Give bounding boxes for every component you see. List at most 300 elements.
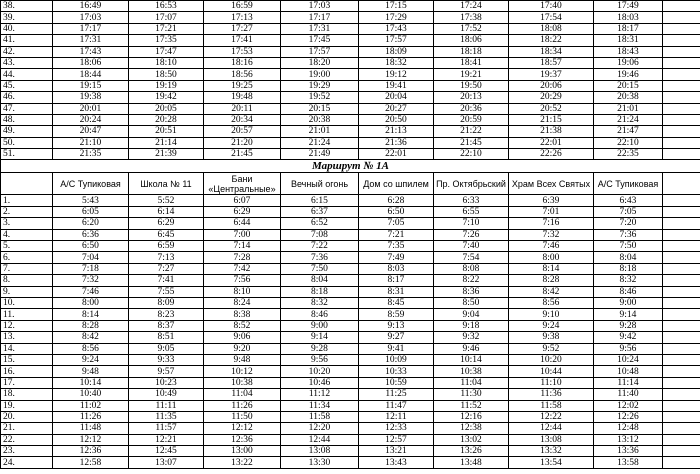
empty-cell xyxy=(663,411,700,422)
empty-cell xyxy=(663,366,700,377)
time-cell: 11:50 xyxy=(204,411,281,422)
time-cell: 19:06 xyxy=(594,57,663,68)
row-number: 46. xyxy=(1,92,53,103)
stop-header: Храм Всех Святых xyxy=(509,173,594,195)
time-cell: 8:10 xyxy=(204,286,281,297)
time-cell: 22:10 xyxy=(594,137,663,148)
table-row xyxy=(1,103,700,114)
time-cell: 8:23 xyxy=(129,309,204,320)
time-cell: 20:38 xyxy=(594,92,663,103)
time-cell: 21:49 xyxy=(281,149,359,160)
time-cell: 9:05 xyxy=(129,343,204,354)
time-cell: 17:49 xyxy=(594,1,663,12)
empty-cell xyxy=(663,1,700,12)
time-cell: 8:51 xyxy=(129,332,204,343)
time-cell: 6:15 xyxy=(281,195,359,206)
time-cell: 11:52 xyxy=(434,400,509,411)
time-cell: 9:32 xyxy=(434,332,509,343)
time-cell: 17:40 xyxy=(509,1,594,12)
empty-cell xyxy=(663,114,700,125)
time-cell: 11:14 xyxy=(594,377,663,388)
time-cell: 7:08 xyxy=(281,229,359,240)
empty-cell xyxy=(663,400,700,411)
time-cell: 19:37 xyxy=(509,69,594,80)
time-cell: 6:28 xyxy=(359,195,434,206)
time-cell: 12:44 xyxy=(281,434,359,445)
table-row xyxy=(1,434,700,445)
time-cell: 11:26 xyxy=(53,411,129,422)
time-cell: 17:31 xyxy=(53,35,129,46)
time-cell: 7:32 xyxy=(53,275,129,286)
empty-cell xyxy=(663,423,700,434)
time-cell: 20:15 xyxy=(281,103,359,114)
time-cell: 19:00 xyxy=(281,69,359,80)
time-cell: 6:37 xyxy=(281,206,359,217)
time-cell: 9:33 xyxy=(129,354,204,365)
time-cell: 10:14 xyxy=(434,354,509,365)
table-row xyxy=(1,126,700,137)
time-cell: 7:42 xyxy=(204,263,281,274)
row-number: 15. xyxy=(1,354,53,365)
stop-header: Дом со шпилем xyxy=(359,173,434,195)
time-cell: 19:15 xyxy=(53,80,129,91)
time-cell: 17:35 xyxy=(129,35,204,46)
time-cell: 18:57 xyxy=(509,57,594,68)
time-cell: 18:56 xyxy=(204,69,281,80)
row-number: 6. xyxy=(1,252,53,263)
table-row xyxy=(1,206,700,217)
time-cell: 8:00 xyxy=(509,252,594,263)
time-cell: 13:32 xyxy=(509,446,594,457)
time-cell: 12:20 xyxy=(281,423,359,434)
table-row xyxy=(1,286,700,297)
time-cell: 18:06 xyxy=(53,57,129,68)
time-cell: 18:18 xyxy=(434,46,509,57)
time-cell: 18:17 xyxy=(594,23,663,34)
time-cell: 17:15 xyxy=(359,1,434,12)
time-cell: 6:43 xyxy=(594,195,663,206)
time-cell: 16:49 xyxy=(53,1,129,12)
time-cell: 8:56 xyxy=(509,297,594,308)
time-cell: 19:52 xyxy=(281,92,359,103)
time-cell: 7:50 xyxy=(281,263,359,274)
time-cell: 7:54 xyxy=(434,252,509,263)
time-cell: 21:35 xyxy=(53,149,129,160)
time-cell: 9:24 xyxy=(509,320,594,331)
time-cell: 11:35 xyxy=(129,411,204,422)
time-cell: 17:43 xyxy=(53,46,129,57)
row-number: 16. xyxy=(1,366,53,377)
time-cell: 7:16 xyxy=(509,218,594,229)
header-empty xyxy=(1,173,53,195)
row-number: 49. xyxy=(1,126,53,137)
time-cell: 12:16 xyxy=(434,411,509,422)
time-cell: 17:31 xyxy=(281,23,359,34)
time-cell: 12:12 xyxy=(53,434,129,445)
empty-cell xyxy=(663,137,700,148)
empty-cell xyxy=(663,389,700,400)
table-row xyxy=(1,343,700,354)
time-cell: 7:04 xyxy=(53,252,129,263)
time-cell: 13:12 xyxy=(594,434,663,445)
time-cell: 8:56 xyxy=(53,343,129,354)
time-cell: 21:13 xyxy=(359,126,434,137)
time-cell: 6:52 xyxy=(281,218,359,229)
time-cell: 17:03 xyxy=(53,12,129,23)
time-cell: 7:27 xyxy=(129,263,204,274)
time-cell: 13:22 xyxy=(204,457,281,468)
time-cell: 8:38 xyxy=(204,309,281,320)
time-cell: 16:59 xyxy=(204,1,281,12)
time-cell: 12:11 xyxy=(359,411,434,422)
time-cell: 20:27 xyxy=(359,103,434,114)
time-cell: 17:38 xyxy=(434,12,509,23)
row-number: 42. xyxy=(1,46,53,57)
empty-cell xyxy=(663,320,700,331)
time-cell: 11:30 xyxy=(434,389,509,400)
time-cell: 6:20 xyxy=(53,218,129,229)
time-cell: 7:32 xyxy=(509,229,594,240)
time-cell: 11:04 xyxy=(204,389,281,400)
stop-header: Вечный огонь xyxy=(281,173,359,195)
time-cell: 17:17 xyxy=(53,23,129,34)
time-cell: 20:06 xyxy=(509,80,594,91)
time-cell: 8:59 xyxy=(359,309,434,320)
time-cell: 13:58 xyxy=(594,457,663,468)
table-row xyxy=(1,332,700,343)
time-cell: 11:48 xyxy=(53,423,129,434)
time-cell: 20:13 xyxy=(434,92,509,103)
time-cell: 13:02 xyxy=(434,434,509,445)
time-cell: 17:17 xyxy=(281,12,359,23)
time-cell: 18:08 xyxy=(509,23,594,34)
empty-cell xyxy=(663,377,700,388)
time-cell: 8:14 xyxy=(509,263,594,274)
time-cell: 7:21 xyxy=(359,229,434,240)
time-cell: 6:05 xyxy=(53,206,129,217)
time-cell: 21:24 xyxy=(594,114,663,125)
time-cell: 17:21 xyxy=(129,23,204,34)
time-cell: 8:31 xyxy=(359,286,434,297)
time-cell: 21:47 xyxy=(594,126,663,137)
time-cell: 8:45 xyxy=(359,297,434,308)
time-cell: 11:36 xyxy=(509,389,594,400)
table-row xyxy=(1,241,700,252)
empty-cell xyxy=(663,35,700,46)
time-cell: 6:45 xyxy=(129,229,204,240)
time-cell: 11:40 xyxy=(594,389,663,400)
table-row xyxy=(1,377,700,388)
time-cell: 8:36 xyxy=(434,286,509,297)
row-number: 21. xyxy=(1,423,53,434)
time-cell: 12:26 xyxy=(594,411,663,422)
time-cell: 21:15 xyxy=(509,114,594,125)
time-cell: 17:47 xyxy=(129,46,204,57)
time-cell: 8:22 xyxy=(434,275,509,286)
time-cell: 13:26 xyxy=(434,446,509,457)
time-cell: 7:46 xyxy=(53,286,129,297)
time-cell: 20:11 xyxy=(204,103,281,114)
row-number: 13. xyxy=(1,332,53,343)
time-cell: 8:28 xyxy=(53,320,129,331)
time-cell: 7:50 xyxy=(594,241,663,252)
time-cell: 18:34 xyxy=(509,46,594,57)
time-cell: 11:12 xyxy=(281,389,359,400)
time-cell: 18:03 xyxy=(594,12,663,23)
table-row xyxy=(1,252,700,263)
table-row xyxy=(1,275,700,286)
time-cell: 8:50 xyxy=(434,297,509,308)
time-cell: 20:47 xyxy=(53,126,129,137)
row-number: 44. xyxy=(1,69,53,80)
empty-cell xyxy=(663,12,700,23)
time-cell: 13:07 xyxy=(129,457,204,468)
table-row xyxy=(1,354,700,365)
time-cell: 21:01 xyxy=(281,126,359,137)
time-cell: 20:51 xyxy=(129,126,204,137)
time-cell: 17:27 xyxy=(204,23,281,34)
table-row xyxy=(1,114,700,125)
table-row xyxy=(1,366,700,377)
time-cell: 7:00 xyxy=(204,229,281,240)
table-row xyxy=(1,229,700,240)
time-cell: 8:09 xyxy=(129,297,204,308)
table-row xyxy=(1,446,700,457)
time-cell: 13:08 xyxy=(281,446,359,457)
time-cell: 18:09 xyxy=(359,46,434,57)
time-cell: 8:18 xyxy=(281,286,359,297)
row-number: 19. xyxy=(1,400,53,411)
time-cell: 13:21 xyxy=(359,446,434,457)
time-cell: 8:46 xyxy=(594,286,663,297)
row-number: 4. xyxy=(1,229,53,240)
empty-cell xyxy=(663,195,700,206)
time-cell: 21:45 xyxy=(434,137,509,148)
empty-cell xyxy=(663,149,700,160)
time-cell: 21:14 xyxy=(129,137,204,148)
time-cell: 8:52 xyxy=(204,320,281,331)
time-cell: 22:01 xyxy=(359,149,434,160)
time-cell: 18:06 xyxy=(434,35,509,46)
time-cell: 7:36 xyxy=(281,252,359,263)
time-cell: 8:37 xyxy=(129,320,204,331)
row-number: 20. xyxy=(1,411,53,422)
time-cell: 9:52 xyxy=(509,343,594,354)
time-cell: 6:14 xyxy=(129,206,204,217)
time-cell: 11:47 xyxy=(359,400,434,411)
time-cell: 18:32 xyxy=(359,57,434,68)
time-cell: 6:33 xyxy=(434,195,509,206)
time-cell: 17:24 xyxy=(434,1,509,12)
time-cell: 19:21 xyxy=(434,69,509,80)
time-cell: 20:01 xyxy=(53,103,129,114)
time-cell: 10:44 xyxy=(509,366,594,377)
empty-cell xyxy=(663,263,700,274)
empty-cell xyxy=(663,457,700,468)
time-cell: 18:43 xyxy=(594,46,663,57)
time-cell: 9:41 xyxy=(359,343,434,354)
time-cell: 12:44 xyxy=(509,423,594,434)
time-cell: 19:42 xyxy=(129,92,204,103)
time-cell: 9:28 xyxy=(594,320,663,331)
time-cell: 13:00 xyxy=(204,446,281,457)
time-cell: 9:27 xyxy=(359,332,434,343)
time-cell: 18:31 xyxy=(594,35,663,46)
empty-cell xyxy=(663,92,700,103)
row-number: 14. xyxy=(1,343,53,354)
table-row xyxy=(1,46,700,57)
table-row xyxy=(1,23,700,34)
time-cell: 21:22 xyxy=(434,126,509,137)
time-cell: 9:48 xyxy=(53,366,129,377)
table-row xyxy=(1,423,700,434)
time-cell: 11:58 xyxy=(281,411,359,422)
time-cell: 11:02 xyxy=(53,400,129,411)
time-cell: 9:18 xyxy=(434,320,509,331)
time-cell: 10:20 xyxy=(509,354,594,365)
row-number: 8. xyxy=(1,275,53,286)
time-cell: 9:28 xyxy=(281,343,359,354)
time-cell: 17:52 xyxy=(434,23,509,34)
table-row xyxy=(1,320,700,331)
time-cell: 20:05 xyxy=(129,103,204,114)
row-number: 38. xyxy=(1,1,53,12)
time-cell: 13:30 xyxy=(281,457,359,468)
time-cell: 9:46 xyxy=(434,343,509,354)
empty-cell xyxy=(663,354,700,365)
row-number: 39. xyxy=(1,12,53,23)
time-cell: 10:12 xyxy=(204,366,281,377)
time-cell: 21:36 xyxy=(359,137,434,148)
time-cell: 7:22 xyxy=(281,241,359,252)
time-cell: 5:43 xyxy=(53,195,129,206)
time-cell: 7:20 xyxy=(594,218,663,229)
time-cell: 20:29 xyxy=(509,92,594,103)
time-cell: 10:09 xyxy=(359,354,434,365)
table-row xyxy=(1,389,700,400)
stop-header: Школа № 11 xyxy=(129,173,204,195)
time-cell: 17:03 xyxy=(281,1,359,12)
time-cell: 9:13 xyxy=(359,320,434,331)
time-cell: 12:48 xyxy=(594,423,663,434)
time-cell: 6:39 xyxy=(509,195,594,206)
time-cell: 7:13 xyxy=(129,252,204,263)
time-cell: 8:32 xyxy=(281,297,359,308)
empty-cell xyxy=(663,252,700,263)
time-cell: 7:01 xyxy=(509,206,594,217)
time-cell: 9:00 xyxy=(594,297,663,308)
empty-cell xyxy=(663,103,700,114)
row-number: 40. xyxy=(1,23,53,34)
time-cell: 19:29 xyxy=(281,80,359,91)
table-row xyxy=(1,149,700,160)
time-cell: 10:40 xyxy=(53,389,129,400)
time-cell: 7:49 xyxy=(359,252,434,263)
time-cell: 10:38 xyxy=(434,366,509,377)
time-cell: 13:48 xyxy=(434,457,509,468)
time-cell: 8:46 xyxy=(281,309,359,320)
table-row xyxy=(1,1,700,12)
time-cell: 21:20 xyxy=(204,137,281,148)
time-cell: 9:42 xyxy=(594,332,663,343)
table-row xyxy=(1,263,700,274)
time-cell: 20:50 xyxy=(359,114,434,125)
row-number: 17. xyxy=(1,377,53,388)
row-number: 2. xyxy=(1,206,53,217)
time-cell: 11:11 xyxy=(129,400,204,411)
time-cell: 13:43 xyxy=(359,457,434,468)
time-cell: 13:08 xyxy=(509,434,594,445)
table-row xyxy=(1,69,700,80)
time-cell: 11:04 xyxy=(434,377,509,388)
time-cell: 8:04 xyxy=(594,252,663,263)
empty-cell xyxy=(663,57,700,68)
row-number: 3. xyxy=(1,218,53,229)
time-cell: 10:59 xyxy=(359,377,434,388)
empty-cell xyxy=(663,241,700,252)
time-cell: 17:53 xyxy=(204,46,281,57)
time-cell: 18:20 xyxy=(281,57,359,68)
time-cell: 7:46 xyxy=(509,241,594,252)
table-row xyxy=(1,309,700,320)
time-cell: 21:01 xyxy=(594,103,663,114)
time-cell: 20:24 xyxy=(53,114,129,125)
stop-header: Бани «Центральные» xyxy=(204,173,281,195)
time-cell: 10:24 xyxy=(594,354,663,365)
row-number: 5. xyxy=(1,241,53,252)
time-cell: 10:14 xyxy=(53,377,129,388)
table-row xyxy=(1,297,700,308)
time-cell: 8:17 xyxy=(359,275,434,286)
time-cell: 20:38 xyxy=(281,114,359,125)
table-row xyxy=(1,57,700,68)
row-number: 1. xyxy=(1,195,53,206)
time-cell: 6:07 xyxy=(204,195,281,206)
empty-cell xyxy=(663,80,700,91)
route-title: Маршрут № 1А xyxy=(1,160,700,173)
time-cell: 8:32 xyxy=(594,275,663,286)
time-cell: 7:05 xyxy=(594,206,663,217)
empty-cell xyxy=(663,332,700,343)
empty-cell xyxy=(663,446,700,457)
time-cell: 6:29 xyxy=(129,218,204,229)
time-cell: 10:23 xyxy=(129,377,204,388)
row-number: 47. xyxy=(1,103,53,114)
time-cell: 9:20 xyxy=(204,343,281,354)
time-cell: 19:41 xyxy=(359,80,434,91)
time-cell: 11:57 xyxy=(129,423,204,434)
time-cell: 12:02 xyxy=(594,400,663,411)
time-cell: 11:58 xyxy=(509,400,594,411)
table-row xyxy=(1,195,700,206)
time-cell: 19:46 xyxy=(594,69,663,80)
time-cell: 17:57 xyxy=(281,46,359,57)
time-cell: 7:10 xyxy=(434,218,509,229)
time-cell: 9:56 xyxy=(594,343,663,354)
time-cell: 19:25 xyxy=(204,80,281,91)
time-cell: 6:44 xyxy=(204,218,281,229)
time-cell: 13:36 xyxy=(594,446,663,457)
empty-cell xyxy=(663,206,700,217)
time-cell: 7:41 xyxy=(129,275,204,286)
time-cell: 7:56 xyxy=(204,275,281,286)
time-cell: 12:36 xyxy=(204,434,281,445)
time-cell: 20:57 xyxy=(204,126,281,137)
time-cell: 19:12 xyxy=(359,69,434,80)
table-row xyxy=(1,92,700,103)
time-cell: 20:59 xyxy=(434,114,509,125)
table-row xyxy=(1,457,700,468)
